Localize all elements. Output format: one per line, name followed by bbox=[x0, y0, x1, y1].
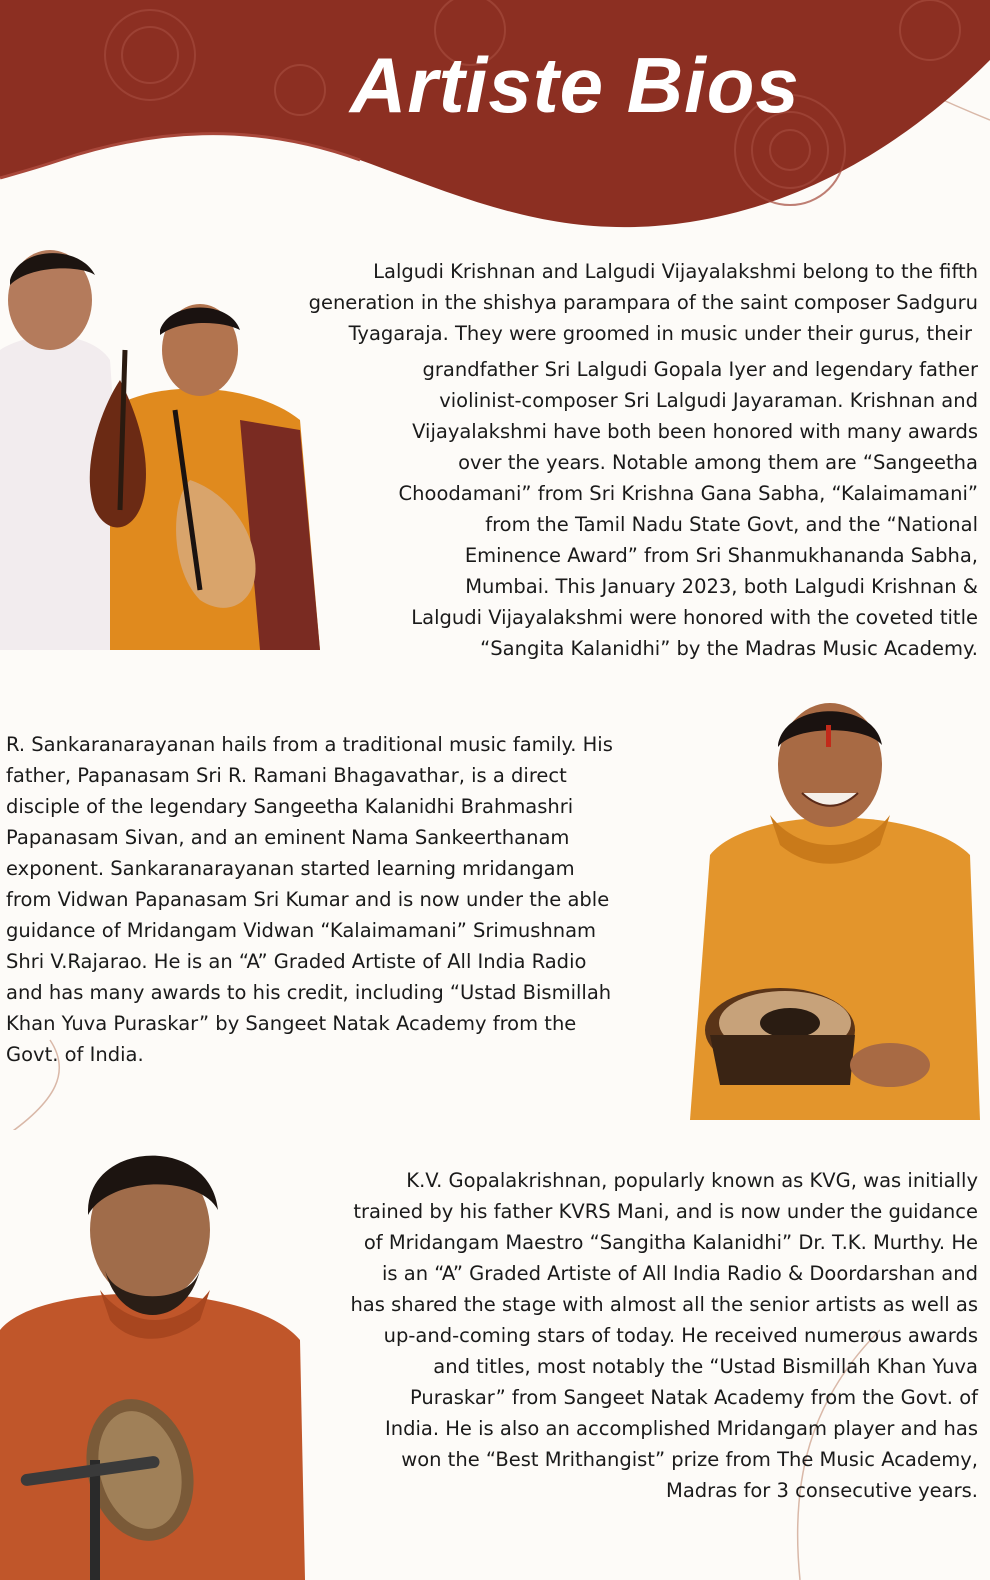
bio-line: grandfather Sri Lalgudi Gopala Iyer and legendary father bbox=[422, 358, 978, 381]
bio-line: violinist-composer Sri Lalgudi Jayaraman. Krishnan and bbox=[439, 389, 978, 412]
bio-line: has shared the stage with almost all the senior artists as well as bbox=[350, 1293, 978, 1316]
bio-line: from the Tamil Nadu State Govt, and the “National bbox=[485, 513, 978, 536]
bio-line: Shri V.Rajarao. He is an “A” Graded Artiste of All India Radio bbox=[6, 950, 587, 973]
bio-line: Lalgudi Krishnan and Lalgudi Vijayalakshmi belong to the fifth bbox=[373, 260, 978, 283]
bio-line: from Vidwan Papanasam Sri Kumar and is now under the able bbox=[6, 888, 610, 911]
lalgudi-duo-photo bbox=[0, 240, 340, 650]
bio-line: Govt. of India. bbox=[6, 1043, 144, 1066]
bio-line: is an “A” Graded Artiste of All India Radio & Doordarshan and bbox=[382, 1262, 978, 1285]
bio-line: Khan Yuva Puraskar” by Sangeet Natak Academy from the bbox=[6, 1012, 577, 1035]
bio-sankaranarayanan bbox=[6, 729, 613, 1070]
bio-line: guidance of Mridangam Vidwan “Kalaimamani” Srimushnam bbox=[6, 919, 597, 942]
bio-line: of Mridangam Maestro “Sangitha Kalanidhi” Dr. T.K. Murthy. He bbox=[363, 1231, 978, 1254]
bio-line: Madras for 3 consecutive years. bbox=[666, 1479, 978, 1502]
bio-line: trained by his father KVRS Mani, and is now under the guidance bbox=[353, 1200, 978, 1223]
bio-line: Papanasam Sivan, and an eminent Nama Sankeerthanam bbox=[6, 826, 570, 849]
bio-line: Puraskar” from Sangeet Natak Academy from the Govt. of bbox=[409, 1386, 978, 1409]
bio-line: Lalgudi Vijayalakshmi were honored with the coveted title bbox=[411, 606, 978, 629]
bio-line: Eminence Award” from Sri Shanmukhananda Sabha, bbox=[464, 544, 978, 567]
bio-kvg bbox=[350, 1165, 978, 1506]
kvg-photo bbox=[0, 1130, 305, 1580]
bio-line: Mumbai. This January 2023, both Lalgudi Krishnan & bbox=[465, 575, 978, 598]
bio-line: India. He is also an accomplished Mridangam player and has bbox=[385, 1417, 978, 1440]
bio-line: K.V. Gopalakrishnan, popularly known as KVG, was initially bbox=[406, 1169, 978, 1192]
bio-line: won the “Best Mrithangist” prize from The Music Academy, bbox=[401, 1448, 978, 1471]
header-banner bbox=[0, 0, 990, 260]
bio-line: R. Sankaranarayanan hails from a traditional music family. His bbox=[6, 733, 613, 756]
bio-line: Tyagaraja. They were groomed in music under their gurus, their bbox=[348, 322, 972, 345]
bio-line: father, Papanasam Sri R. Ramani Bhagavathar, is a direct bbox=[6, 764, 567, 787]
bio-line: generation in the shishya parampara of the saint composer Sadguru bbox=[308, 291, 978, 314]
bio-line: disciple of the legendary Sangeetha Kalanidhi Brahmashri bbox=[6, 795, 574, 818]
page-title: Artiste Bios bbox=[350, 41, 800, 129]
bio-line: Vijayalakshmi have both been honored with many awards bbox=[412, 420, 978, 443]
bio-line: Choodamani” from Sri Krishna Gana Sabha, “Kalaimamani” bbox=[398, 482, 978, 505]
bio-line: up-and-coming stars of today. He received numerous awards bbox=[383, 1324, 978, 1347]
bio-line: “Sangita Kalanidhi” by the Madras Music Academy. bbox=[480, 637, 978, 660]
bio-line: and has many awards to his credit, including “Ustad Bismillah bbox=[6, 981, 612, 1004]
bio-lalgudi bbox=[309, 256, 978, 664]
bio-line: over the years. Notable among them are “Sangeetha bbox=[458, 451, 978, 474]
sankaranarayanan-photo bbox=[690, 685, 980, 1120]
bio-line: exponent. Sankaranarayanan started learning mridangam bbox=[6, 857, 575, 880]
bio-line: and titles, most notably the “Ustad Bismillah Khan Yuva bbox=[433, 1355, 978, 1378]
